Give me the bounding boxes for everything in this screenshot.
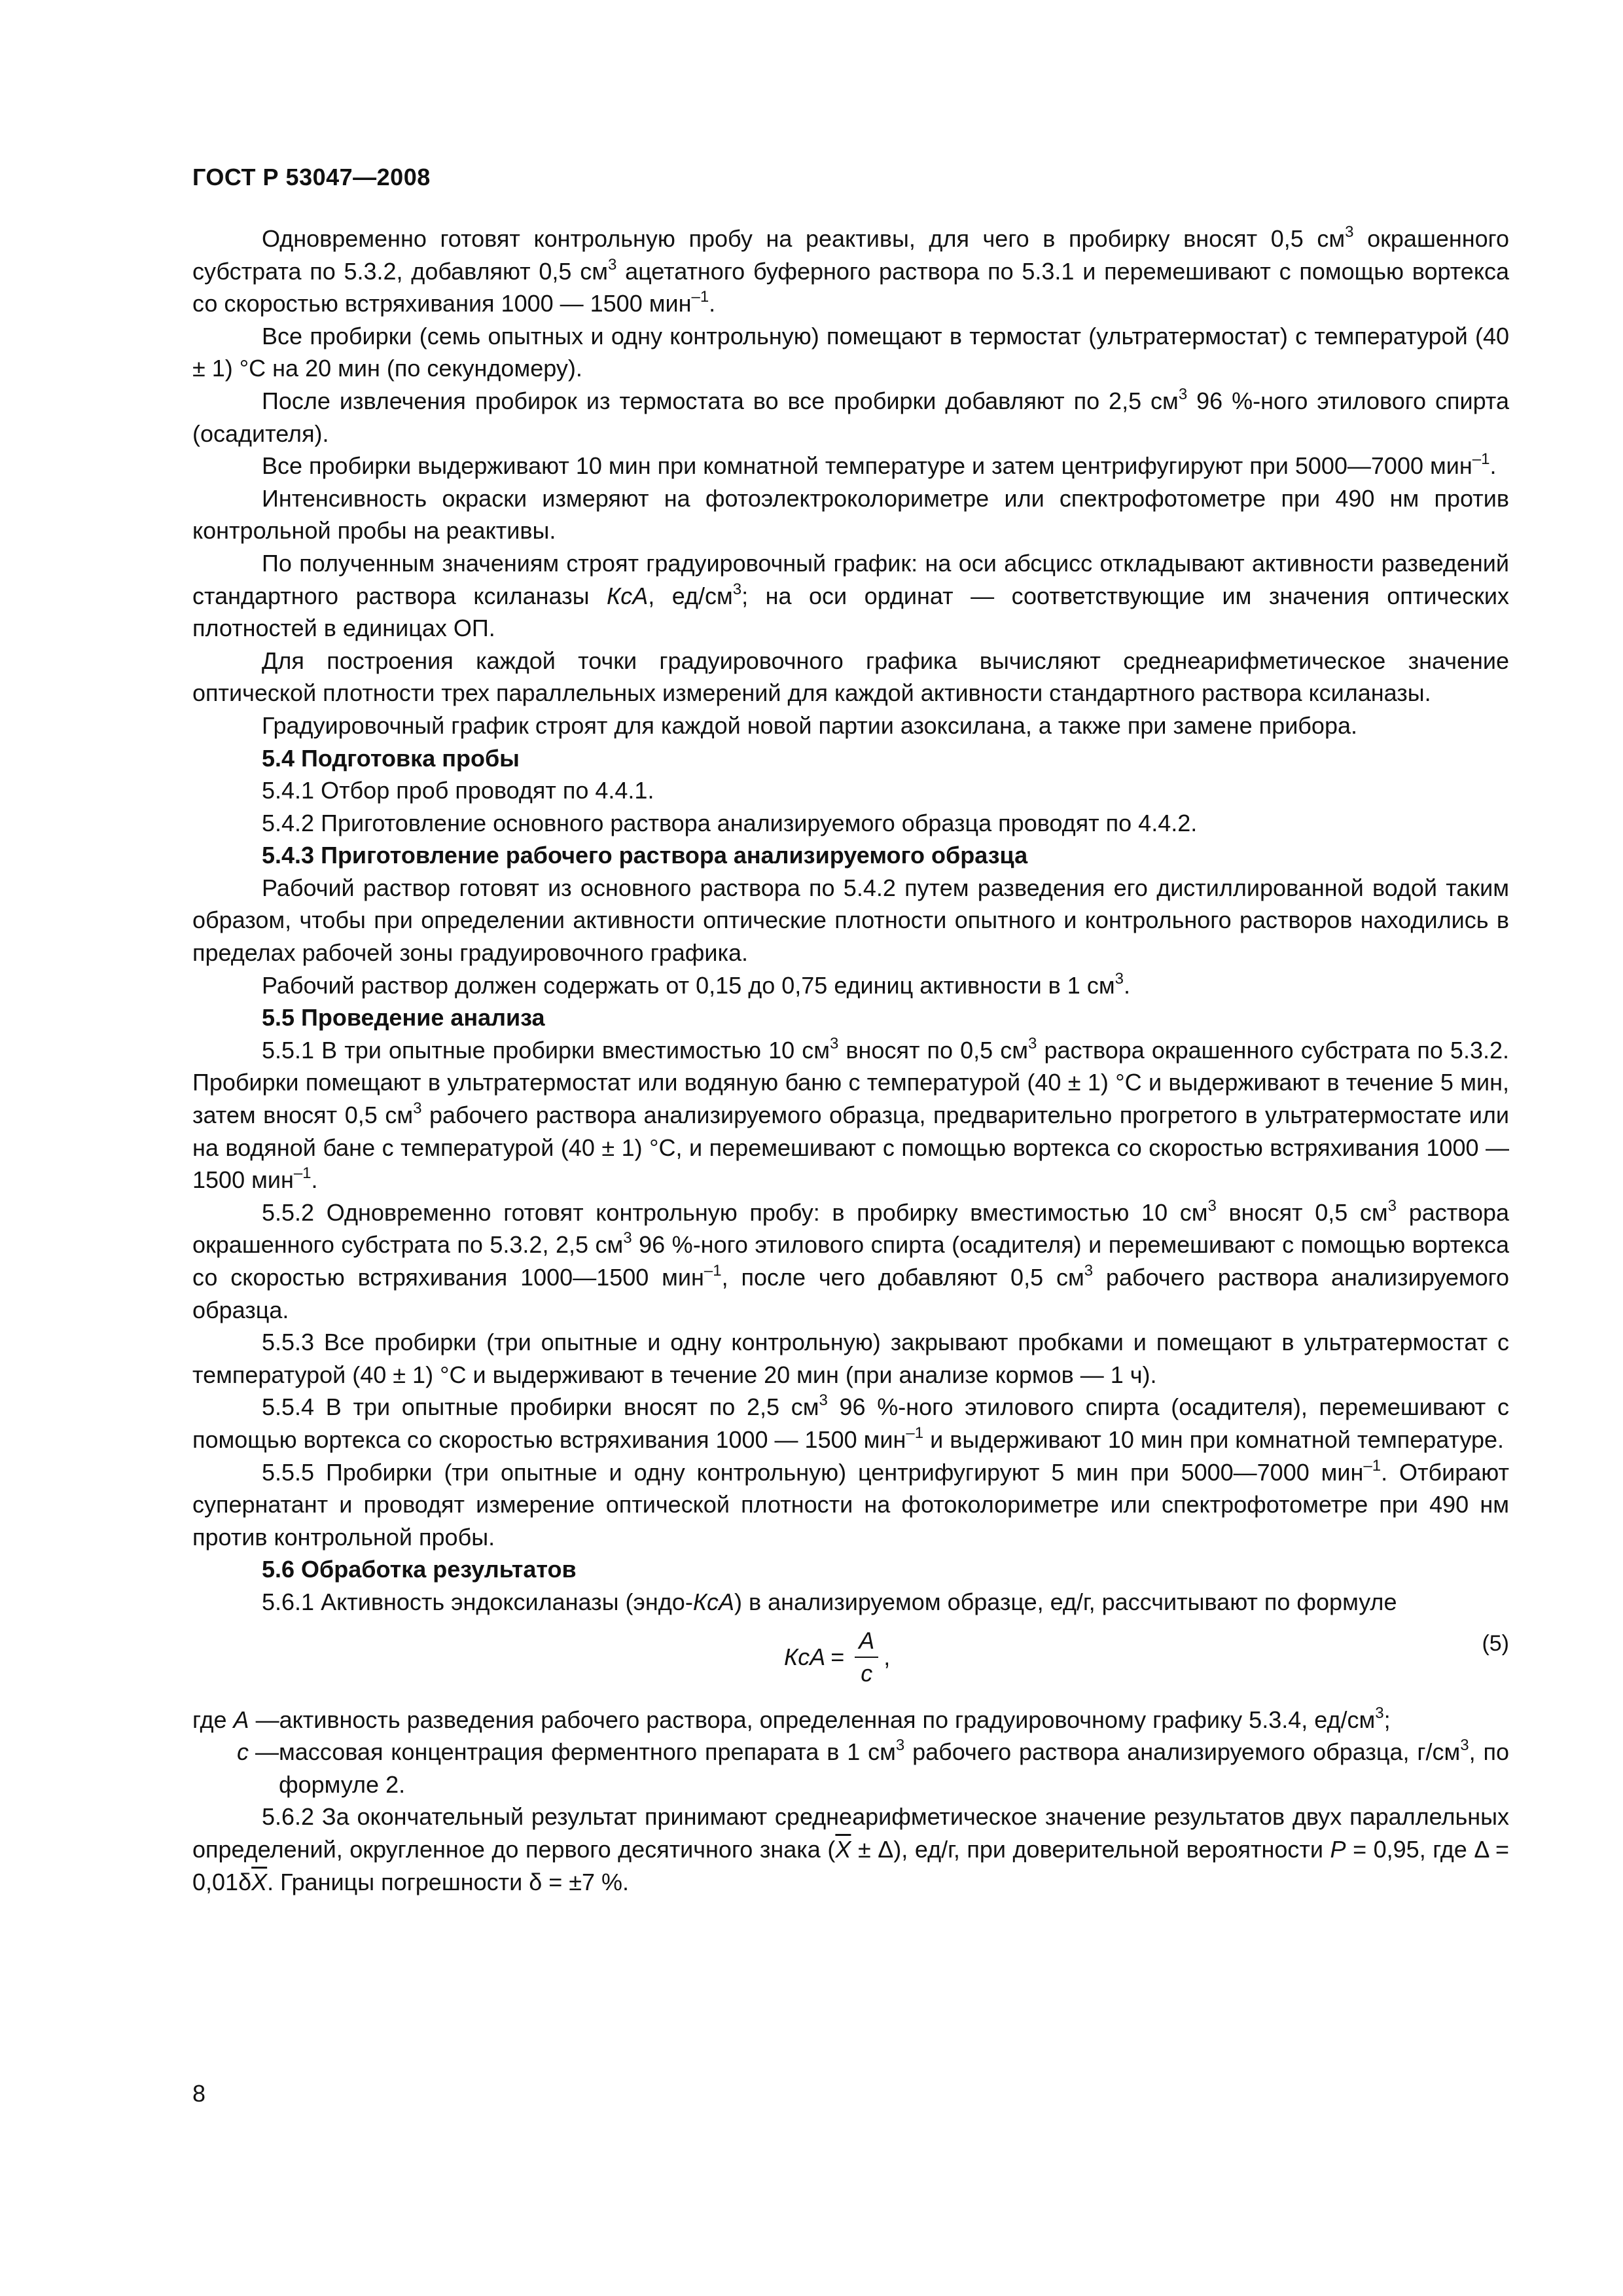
formula-5 [192, 1621, 1509, 1700]
document-body [192, 223, 1509, 1898]
formula-number: (5) [1482, 1630, 1509, 1656]
formula-numerator: А [855, 1626, 878, 1658]
clause-5-4-2: 5.4.2 Приготовление основного раствора анализируемого образца проводят по 4.4.2. [262, 809, 1198, 836]
clause-5-6-2: 5.6.2 За окончательный результат принимают среднеарифметическое значение результатов двух параллельных определений, округленное до первого десятичного знака $(\overline{X} \pm \Delta)$, ед/г, при доверительной вероятности Р = 0,95, где $\Delta = 0,01\delta\overline{X}$. Границы погрешности δ = ±7 %. [192, 1803, 1509, 1895]
paragraph-calibration-graph: По полученным значениям строят градуировочный график: на оси абсцисс откладывают активности разведений стандартного раствора ксиланазы КсА, $ед/см^3$; на оси ординат — соответствующие им значения оптических плотностей в единицах ОП. [192, 549, 1509, 642]
clause-5-5-1: 5.5.1 В три опытные пробирки вместимостью 10 $см^3$ вносят по 0,5 $см^3$ раствора окрашенного субстрата по 5.3.2. Пробирки помещают в ультратермостат или водяную баню с температурой (40 ± 1) °С и выдерживают в течение 5 мин, затем вносят 0,5 $см^3$ рабочего раствора анализируемого образца, предварительно прогретого в ультратермостате или на водяной бане с температурой (40 ± 1) °С, и перемешивают с помощью вортекса со скоростью встряхивания 1000 — 1500 мин$^{-1}$. [192, 1034, 1510, 1194]
section-heading-5-4: 5.4 Подготовка пробы [262, 744, 520, 772]
section-heading-5-4-3: 5.4.3 Приготовление рабочего раствора анализируемого образца [262, 842, 1028, 869]
clause-5-4-3-text: Рабочий раствор готовят из основного раствора по 5.4.2 путем разведения его дистиллированной водой таким образом, чтобы при определении активности оптические плотности опытного и контрольного растворов находились в пределах рабочей зоны градуировочного графика. [192, 874, 1509, 967]
clause-5-4-1: 5.4.1 Отбор проб проводят по 4.4.1. [262, 777, 654, 804]
section-heading-5-6: 5.6 Обработка результатов [262, 1556, 577, 1583]
legend-term-a: где А — [192, 1706, 279, 1733]
clause-5-5-3: 5.5.3 Все пробирки (три опытные и одну контрольную) закрывают пробками и помещают в ультратермостат с температурой (40 ± 1) °С и выдерживают в течение 20 мин (при анализе кормов — 1 ч). [192, 1329, 1509, 1388]
legend-term-c: с — [237, 1738, 279, 1766]
formula-lhs: КсА [784, 1643, 826, 1670]
paragraph-control-sample: Одновременно готовят контрольную пробу на реактивы, для чего в пробирку вносят 0,5 $см^3$ окрашенного субстрата по 5.3.2, добавляют 0,5 $см^3$ ацетатного буферного раствора по 5.3.1 и перемешивают с помощью вортекса со скоростью встряхивания 1000 — 1500 мин$^{-1}$. [192, 223, 1509, 317]
paragraph-add-ethanol: После извлечения пробирок из термостата во все пробирки добавляют по 2,5 $см^3$ 96 %-ного этилового спирта (осадителя). [192, 385, 1509, 447]
formula-denominator: с [861, 1659, 873, 1687]
legend-desc-c: массовая концентрация ферментного препарата в 1 $см^3$ рабочего раствора анализируемого образца, $г/см^3$, по формуле 2. [279, 1736, 1509, 1798]
paragraph-color-measure: Интенсивность окраски измеряют на фотоэлектроколориметре или спектрофотометре при 490 нм против контрольной пробы на реактивы. [192, 484, 1509, 545]
formula-fraction [855, 1626, 878, 1688]
paragraph-centrifuge: Все пробирки выдерживают 10 мин при комнатной температуре и затем центрифугируют при 5000—7000 мин$^{-1}$. [262, 450, 1497, 480]
legend-item-a [192, 1704, 1509, 1736]
page-number: 8 [192, 2080, 206, 2107]
formula-equals: = [830, 1643, 845, 1670]
paragraph-thermostat: Все пробирки (семь опытных и одну контрольную) помещают в термостат (ультратермостат) с температурой (40 ± 1) °С на 20 мин (по секундомеру). [192, 322, 1509, 382]
clause-5-5-4: 5.5.4 В три опытные пробирки вносят по 2,5 $см^3$ 96 %-ного этилового спирта (осадителя), перемешивают с помощью вортекса со скоростью встряхивания 1000 — 1500 мин$^{-1}$ и выдерживают 10 мин при комнатной температуре. [192, 1391, 1509, 1453]
formula-comma: , [883, 1643, 891, 1670]
clause-5-6-1: 5.6.1 Активность эндоксиланазы (эндо-КсА) в анализируемом образце, ед/г, рассчитывают по формуле [262, 1588, 1397, 1615]
legend-item-c [192, 1736, 1509, 1801]
clause-5-5-2: 5.5.2 Одновременно готовят контрольную пробу: в пробирку вместимостью 10 $см^3$ вносят 0,5 $см^3$ раствора окрашенного субстрата по 5.3.2, 2,5 $см^3$ 96 %-ного этилового спирта (осадителя) и перемешивают с помощью вортекса со скоростью встряхивания 1000—1500 мин$^{-1}$, после чего добавляют 0,5 $см^3$ рабочего раствора анализируемого образца. [192, 1196, 1510, 1323]
legend-desc-a: активность разведения рабочего раствора, определенная по градуировочному графику 5.3.4, $ед/см^3$; [279, 1704, 1391, 1733]
paragraph-calibration-points: Для построения каждой точки градуировочного графика вычисляют среднеарифметическое значение оптической плотности трех параллельных измерений для каждой активности стандартного раствора ксиланазы. [192, 647, 1509, 707]
clause-5-5-5: 5.5.5 Пробирки (три опытные и одну контрольную) центрифугируют 5 мин при 5000—7000 мин$^{-1}$. Отбирают супернатант и проводят измерение оптической плотности на фотоколориметре или спектрофотометре при 490 нм против контрольной пробы. [192, 1456, 1509, 1551]
standard-code-header: ГОСТ Р 53047—2008 [192, 164, 431, 190]
section-heading-5-5: 5.5 Проведение анализа [262, 1004, 545, 1031]
clause-5-4-3-activity: Рабочий раствор должен содержать от 0,15 до 0,75 единиц активности в 1 $см^3$. [262, 969, 1130, 999]
formula-expression [784, 1626, 890, 1688]
paragraph-calibration-rebuild: Градуировочный график строят для каждой новой партии азоксилана, а также при замене прибора. [262, 711, 1357, 739]
